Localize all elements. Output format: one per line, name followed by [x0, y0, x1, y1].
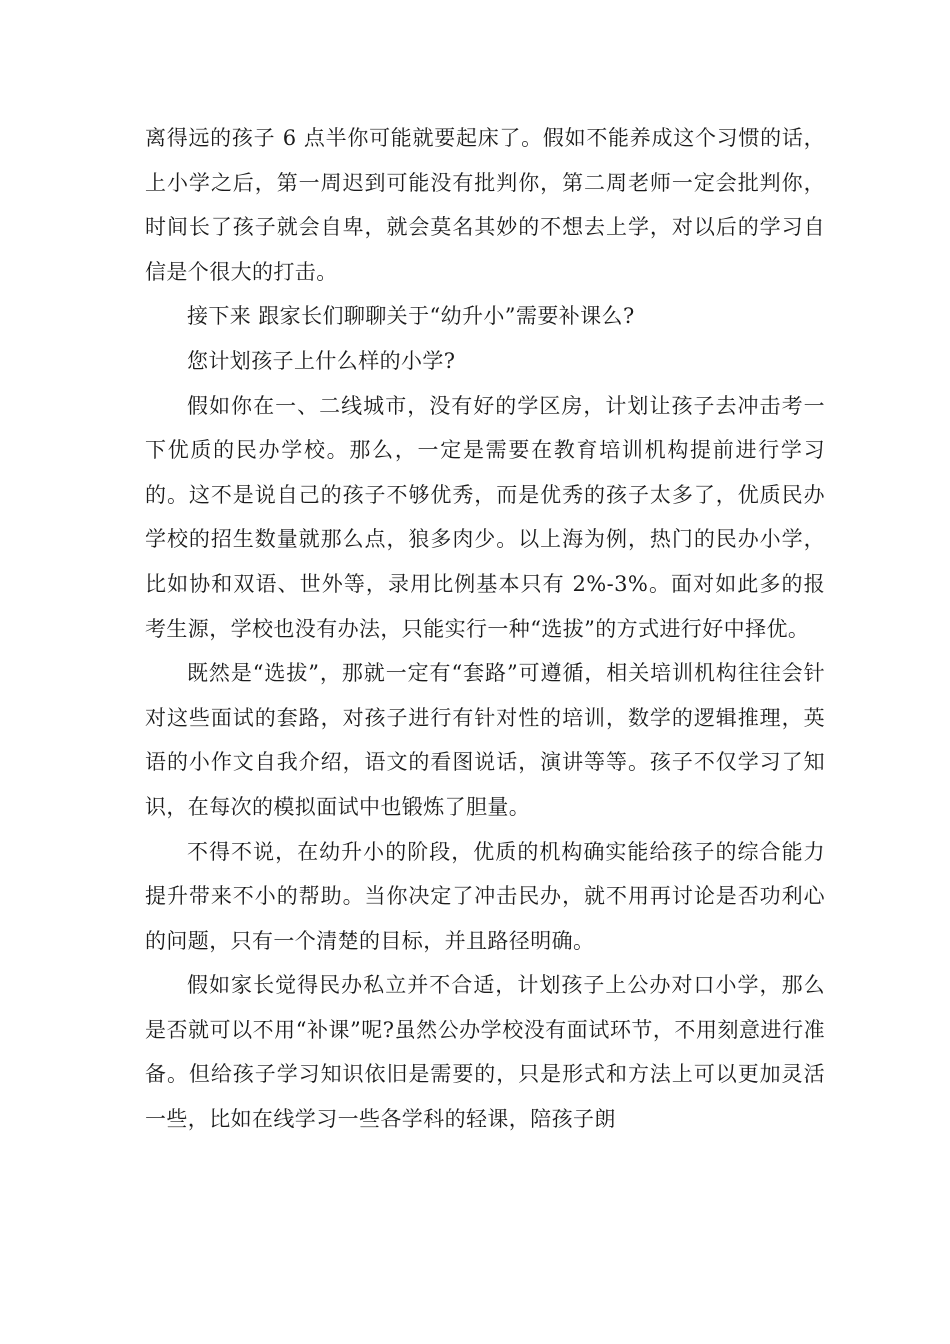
document-body — [145, 116, 825, 1142]
paragraph-5: 既然是“选拔”，那就一定有“套路”可遵循，相关培训机构往往会针对这些面试的套路，对孩子进行有针对性的培训，数学的逻辑推理，英语的小作文自我介绍，语文的看图说话，演讲等等。孩子不仅学习了知识，在每次的模拟面试中也锻炼了胆量。 — [145, 661, 825, 819]
paragraph-6: 不得不说，在幼升小的阶段，优质的机构确实能给孩子的综合能力提升带来不小的帮助。当你决定了冲击民办，就不用再讨论是否功利心的问题，只有一个清楚的目标，并且路径明确。 — [145, 839, 825, 953]
paragraph-1: 离得远的孩子 6 点半你可能就要起床了。假如不能养成这个习惯的话，上小学之后，第一周迟到可能没有批判你，第二周老师一定会批判你，时间长了孩子就会自卑，就会莫名其妙的不想去上学，对以后的学习自信是个很大的打击。 — [145, 126, 825, 284]
paragraph-7: 假如家长觉得民办私立并不合适，计划孩子上公办对口小学，那么是否就可以不用“补课”呢?虽然公办学校没有面试环节，不用刻意进行准备。但给孩子学习知识依旧是需要的，只是形式和方法上可以更加灵活一些，比如在线学习一些各学科的轻课，陪孩子朗 — [145, 973, 825, 1132]
paragraph-2: 接下来 跟家长们聊聊关于“幼升小”需要补课么? — [187, 304, 635, 329]
paragraph-3: 您计划孩子上什么样的小学? — [187, 348, 456, 373]
paragraph-4: 假如你在一、二线城市，没有好的学区房，计划让孩子去冲击考一下优质的民办学校。那么，一定是需要在教育培训机构提前进行学习的。这不是说自己的孩子不够优秀，而是优秀的孩子太多了，优质民办学校的招生数量就那么点，狼多肉少。以上海为例，热门的民办小学，比如协和双语、世外等，录用比例基本只有 2%-3%。面对如此多的报考生源，学校也没有办法，只能实行一种“选拔”的方式进行好中择优。 — [145, 393, 825, 641]
